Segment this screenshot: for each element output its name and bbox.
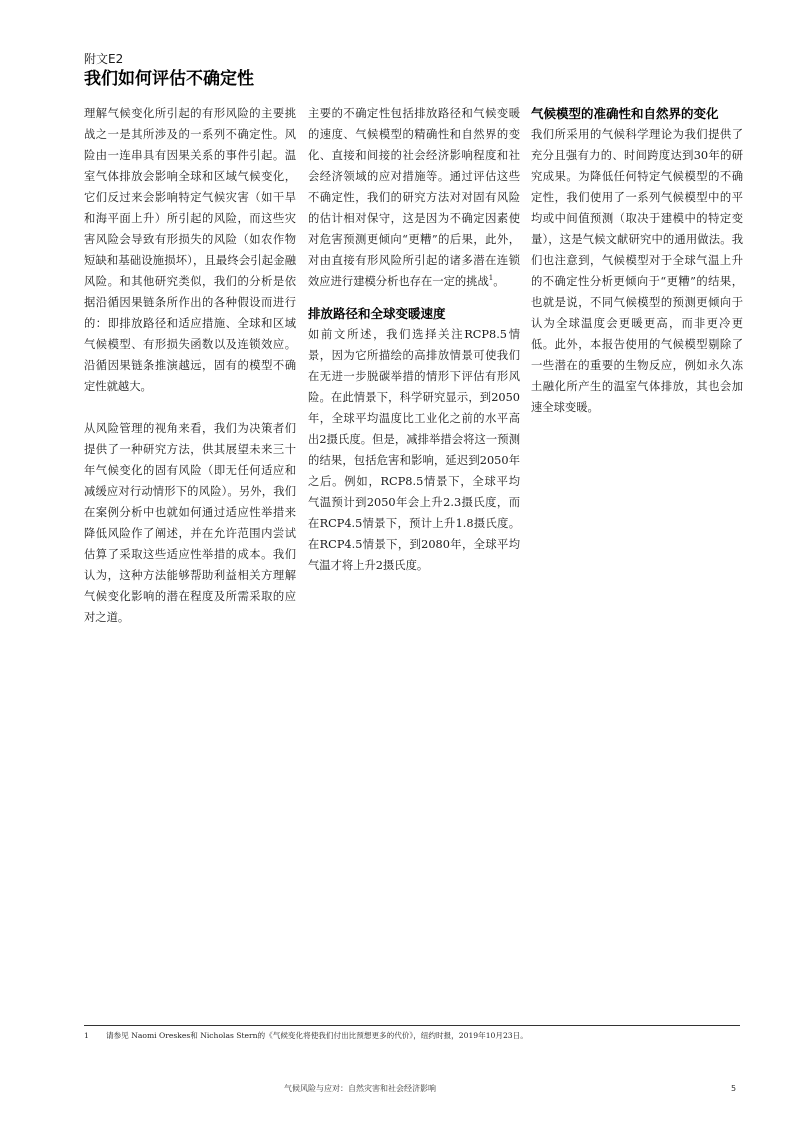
- footnote-text: 请参见 Naomi Oreskes和 Nicholas Stern的《气候变化将使我们付出比预想更多的代价》，纽约时报，2019年10月23日。: [106, 1031, 528, 1040]
- paragraph-end-punctuation: 。: [493, 275, 505, 288]
- body-paragraph: [308, 103, 520, 292]
- exhibit-label: 附文E2: [84, 52, 124, 66]
- text-column-right: [531, 103, 743, 418]
- body-paragraph: 理解气候变化所引起的有形风险的主要挑战之一是其所涉及的一系列不确定性。风险由一连串具有因果关系的事件引起。温室气体排放会影响全球和区域气候变化，它们反过来会影响特定气候灾害（如干旱和海平面上升）所引起的风险，而这些灾害风险会导致有形损失的风险（如农作物短缺和基础设施损坏），且最终会引起金融风险。和其他研究类似，我们的分析是依据沿循因果链条所作出的各种假设而进行的：即排放路径和适应措施、全球和区域气候模型、有形损失函数以及连锁效应。沿循因果链条推演越远，固有的模型不确定性就越大。: [84, 107, 296, 393]
- text-column-left: [84, 103, 296, 628]
- paragraph-text: 主要的不确定性包括排放路径和气候变暖的速度、气候模型的精确性和自然界的变化、直接和间接的社会经济影响程度和社会经济领域的应对措施等。通过评估这些不确定性，我们的研究方法对对固有风险的估计相对保守，这是因为不确定因素使对危害预测更倾向“更糟”的后果，此外，对由直接有形风险所引起的诸多潜在连锁效应进行建模分析也存在一定的挑战: [308, 107, 520, 288]
- footnote-divider: [84, 1025, 740, 1026]
- text-column-middle: [308, 103, 520, 576]
- footnote: [84, 1030, 740, 1042]
- section-heading: 气候模型的准确性和自然界的变化: [531, 106, 719, 121]
- body-paragraph: 如前文所述，我们选择关注RCP8.5情景，因为它所描绘的高排放情景可使我们在无进一步脱碳举措的情形下评估有形风险。在此情景下，科学研究显示，到2050年，全球平均温度比工业化之前的水平高出2摄氏度。但是，减排举措会将这一预测的结果，包括危害和影响，延迟到2050年之后。例如，RCP8.5情景下，全球平均气温预计到2050年会上升2.3摄氏度，而在RCP4.5情景下，预计上升1.8摄氏度。在RCP4.5情景下，到2080年，全球平均气温才将上升2摄氏度。: [308, 328, 520, 572]
- body-paragraph: 我们所采用的气候科学理论为我们提供了充分且强有力的、时间跨度达到30年的研究成果。为降低任何特定气候模型的不确定性，我们使用了一系列气候模型中的平均或中间值预测（取决于建模中的特定变量），这是气候文献研究中的通用做法。我们也注意到，气候模型对于全球气温上升的不确定性分析更倾向于“更糟”的结果，也就是说，不同气候模型的预测更倾向于认为全球温度会更暖更高，而非更冷更低。此外，本报告使用的气候模型剔除了一些潜在的重要的生物反应，例如永久冻土融化所产生的温室气体排放，其也会加速全球变暖。: [531, 128, 743, 414]
- page-title: 我们如何评估不确定性: [84, 69, 254, 89]
- page-number: 5: [731, 1084, 737, 1093]
- footnote-reference[interactable]: 1: [488, 274, 494, 283]
- section-heading: 排放路径和全球变暖速度: [308, 306, 446, 321]
- footnote-number: 1: [84, 1031, 89, 1040]
- running-footer-title: 气候风险与应对：自然灾害和社会经济影响: [284, 1084, 436, 1093]
- body-paragraph: 从风险管理的视角来看，我们为决策者们提供了一种研究方法，供其展望未来三十年气候变化的固有风险（即无任何适应和减缓应对行动情形下的风险）。另外，我们在案例分析中也就如何通过适应性举措来降低风险作了阐述，并在允许范围内尝试估算了采取这些适应性举措的成本。我们认为，这种方法能够帮助利益相关方理解气候变化影响的潜在程度及所需采取的应对之道。: [84, 422, 296, 624]
